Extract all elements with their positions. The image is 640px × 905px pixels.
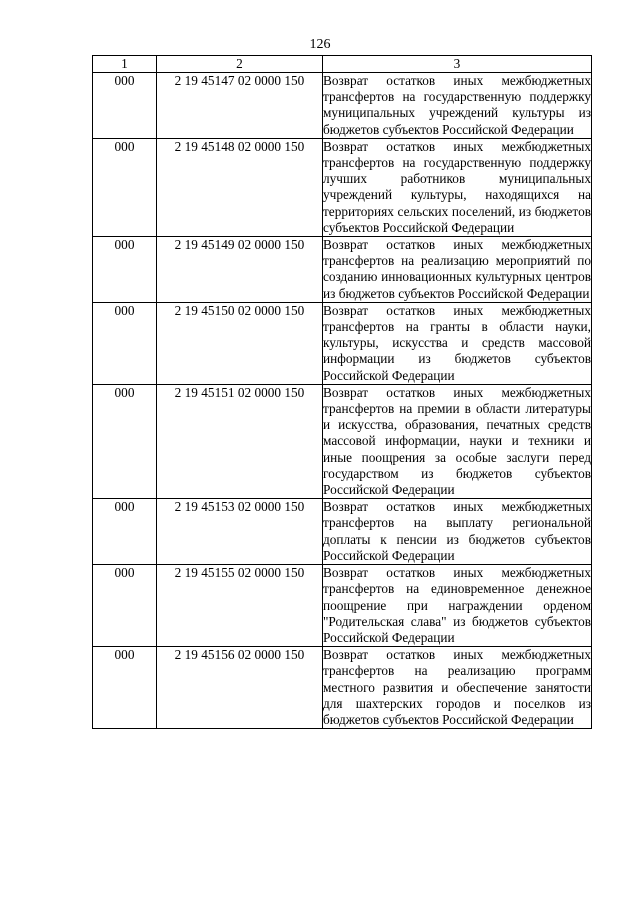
admin-code-cell: 000: [93, 647, 157, 729]
description-cell: Возврат остатков иных межбюджетных трансфертов на государственную поддержку лучших работников муниципальных учреждений культуры, находящихся на территориях сельских поселений, из бюджетов субъектов Российской Федерации: [323, 138, 591, 235]
table-row: [93, 384, 592, 498]
table-row: [93, 138, 592, 236]
budget-classification-table: [92, 55, 592, 729]
description-cell: Возврат остатков иных межбюджетных трансфертов на выплату региональной доплаты к пенсии из бюджетов субъектов Российской Федерации: [323, 499, 591, 563]
page-number: 126: [309, 37, 331, 52]
kbk-code-cell: 2 19 45147 02 0000 150: [157, 73, 323, 139]
description-cell: Возврат остатков иных межбюджетных трансфертов на единовременное денежное поощрение при награждении орденом "Родительская слава" из бюджетов субъектов Российской Федерации: [323, 565, 591, 645]
kbk-code-cell: 2 19 45151 02 0000 150: [157, 384, 323, 498]
admin-code-cell: 000: [93, 499, 157, 565]
column-header-3: 3: [323, 56, 592, 73]
column-header-2: 2: [157, 56, 323, 73]
description-cell: Возврат остатков иных межбюджетных трансфертов на премии в области литературы и искусства, образования, печатных средств массовой информации, науки и техники и иные поощрения за особые заслуги перед государством из бюджетов субъектов Российской Федерации: [323, 384, 591, 498]
admin-code-cell: 000: [93, 237, 157, 303]
description-cell: Возврат остатков иных межбюджетных трансфертов на реализацию программ местного развития и обеспечение занятости для шахтерских городов и поселков из бюджетов субъектов Российской Федерации: [323, 647, 591, 727]
column-number-header-row: [93, 56, 592, 73]
table-row: [93, 647, 592, 729]
kbk-code-cell: 2 19 45155 02 0000 150: [157, 565, 323, 647]
admin-code-cell: 000: [93, 302, 157, 384]
table-row: [93, 499, 592, 565]
admin-code-cell: 000: [93, 565, 157, 647]
kbk-code-cell: 2 19 45150 02 0000 150: [157, 302, 323, 384]
table-row: [93, 302, 592, 384]
admin-code-cell: 000: [93, 73, 157, 139]
table-row: [93, 237, 592, 303]
description-cell: Возврат остатков иных межбюджетных трансфертов на государственную поддержку муниципальных учреждений культуры из бюджетов субъектов Российской Федерации: [323, 73, 591, 137]
kbk-code-cell: 2 19 45149 02 0000 150: [157, 237, 323, 303]
table-row: [93, 565, 592, 647]
column-header-1: 1: [93, 56, 157, 73]
table-row: [93, 73, 592, 139]
kbk-code-cell: 2 19 45153 02 0000 150: [157, 499, 323, 565]
description-cell: Возврат остатков иных межбюджетных трансфертов на гранты в области науки, культуры, искусства и средств массовой информации из бюджетов субъектов Российской Федерации: [323, 302, 591, 383]
admin-code-cell: 000: [93, 384, 157, 498]
admin-code-cell: 000: [93, 138, 157, 236]
description-cell: Возврат остатков иных межбюджетных трансфертов на реализацию мероприятий по созданию инновационных культурных центров из бюджетов субъектов Российской Федерации: [323, 237, 591, 301]
kbk-code-cell: 2 19 45148 02 0000 150: [157, 138, 323, 236]
kbk-code-cell: 2 19 45156 02 0000 150: [157, 647, 323, 729]
